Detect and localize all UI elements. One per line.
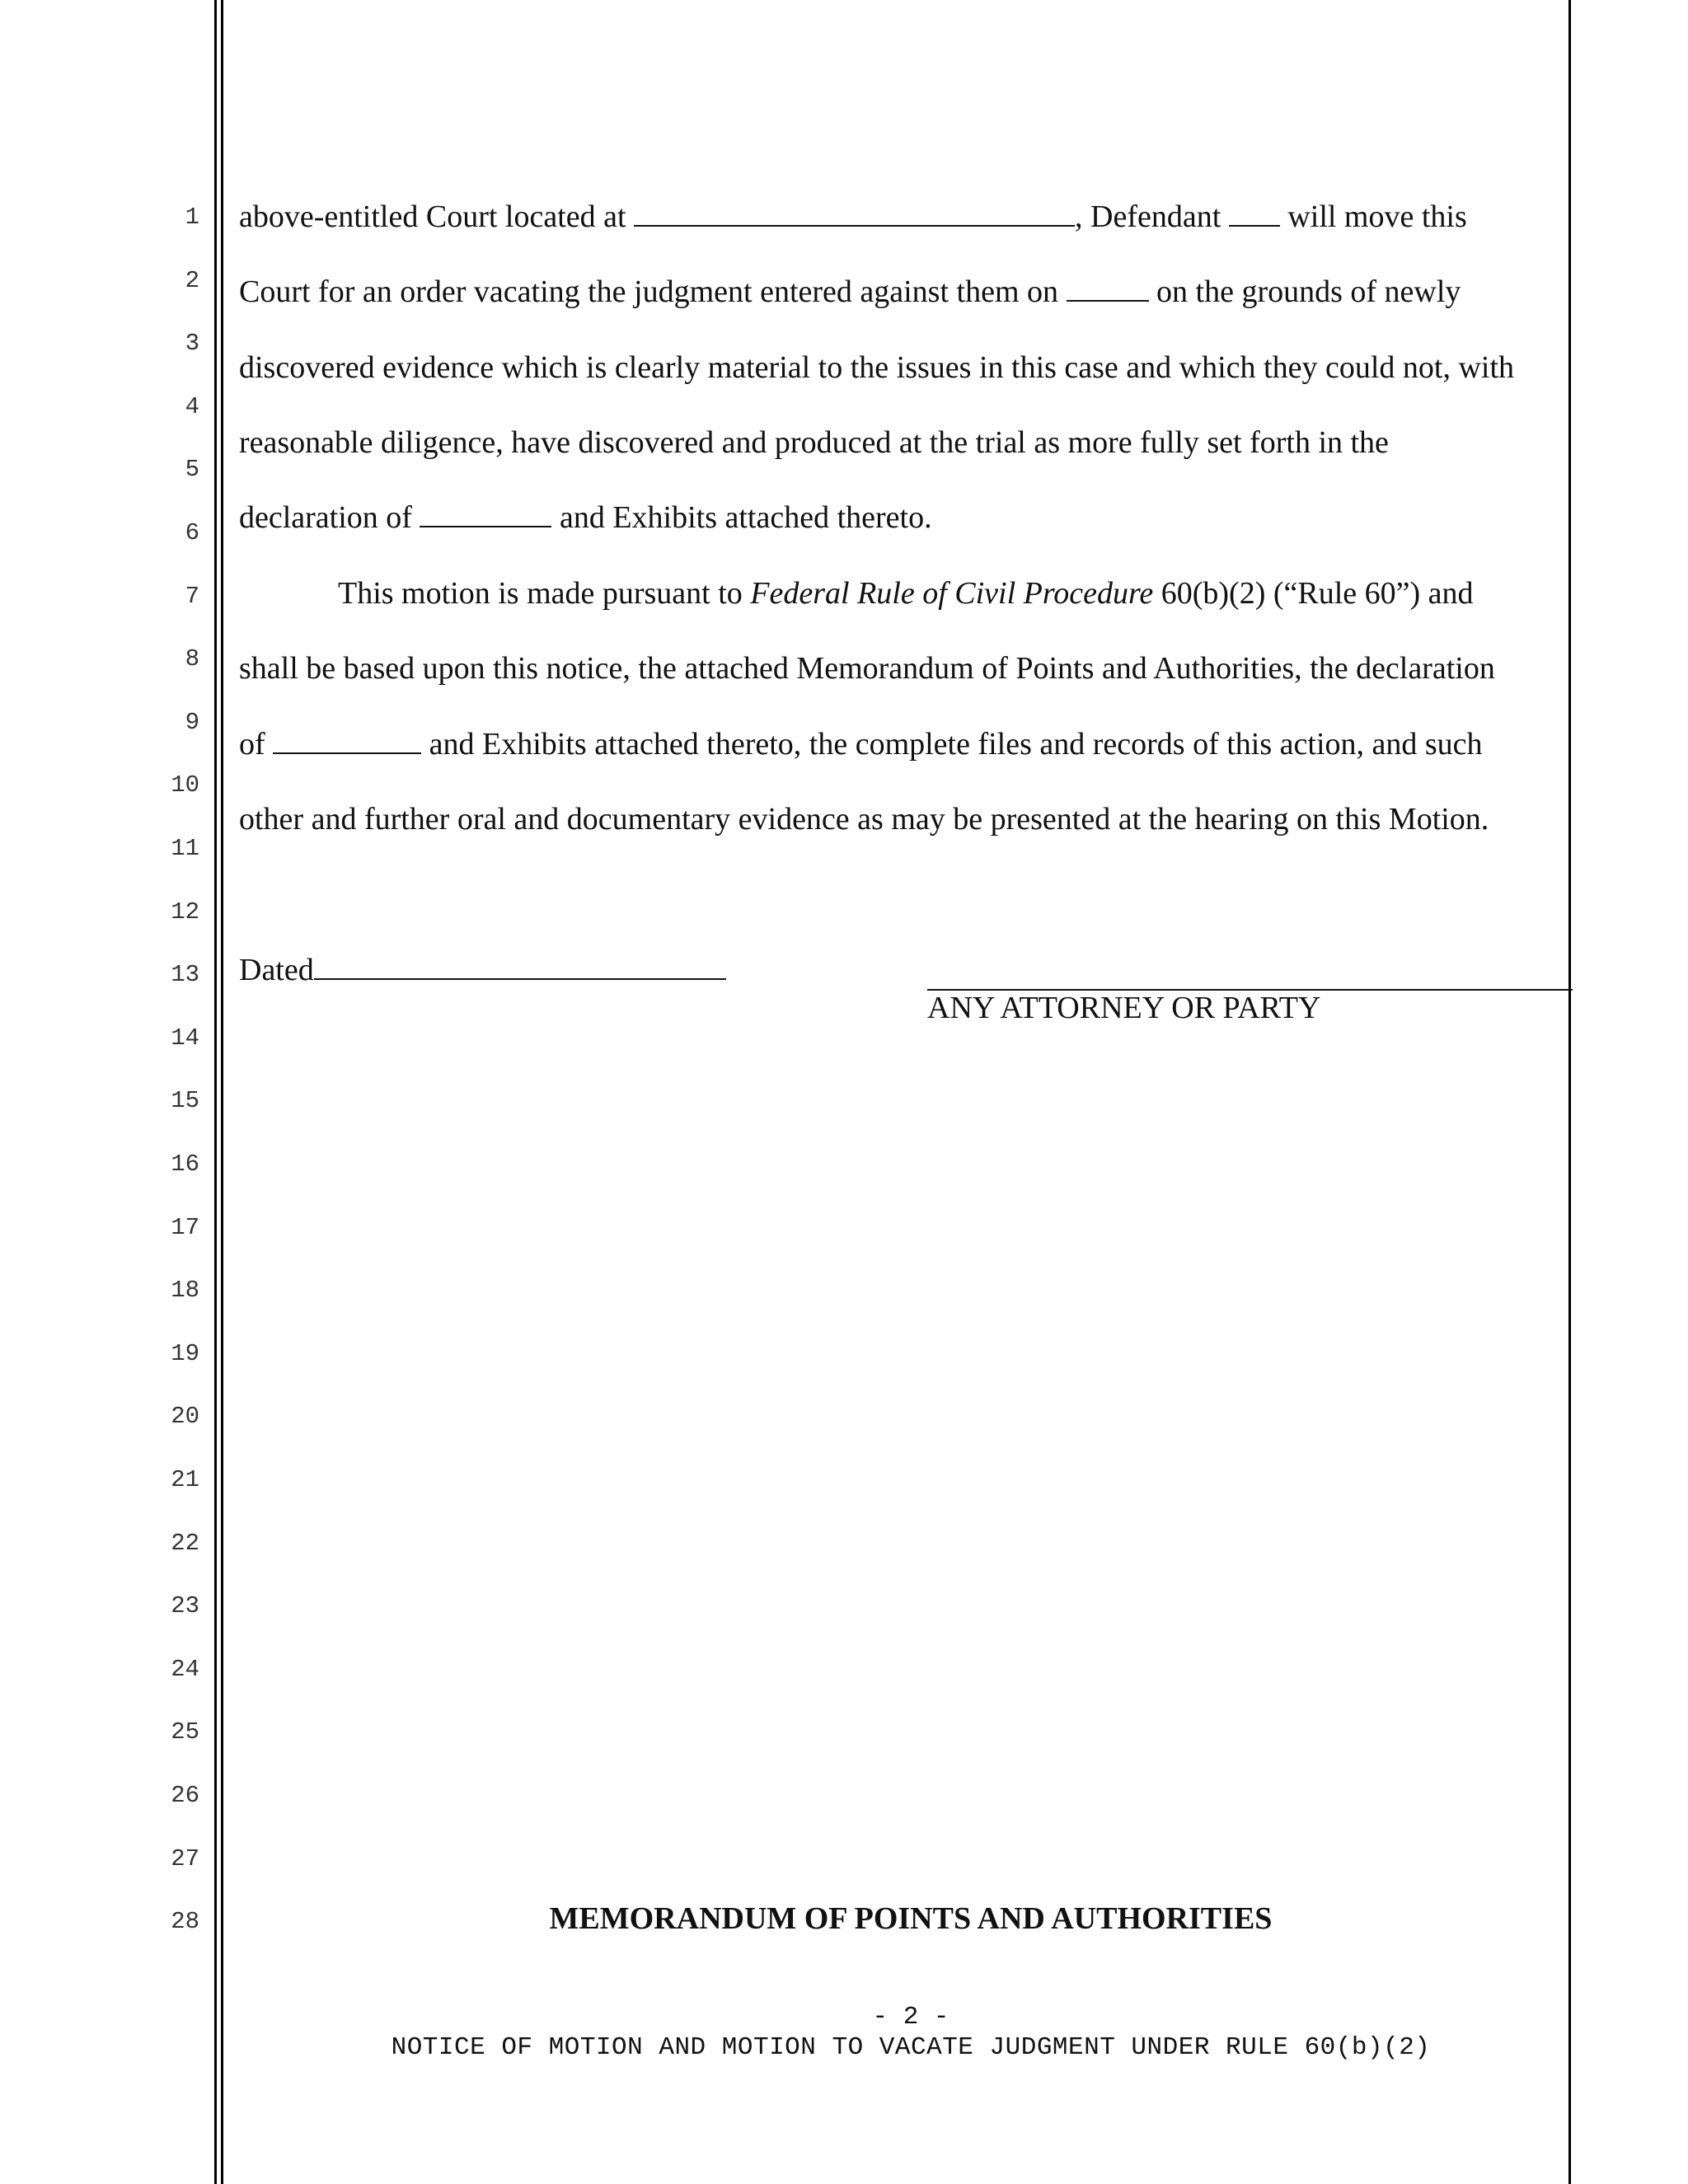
dated-line — [239, 951, 726, 989]
para1-text: above-entitled Court located at — [239, 199, 635, 234]
line-number: 1 — [185, 204, 199, 231]
signer-label: ANY ATTORNEY OR PARTY — [927, 991, 1321, 1025]
line-number: 15 — [171, 1087, 199, 1115]
line-number: 9 — [185, 708, 199, 736]
line-number: 4 — [185, 392, 199, 420]
line-number: 11 — [171, 835, 199, 862]
line-number: 18 — [171, 1277, 199, 1305]
para1-line3: discovered evidence which is clearly material to the issues in this case and which they could not, with — [239, 350, 1514, 385]
line-number: 8 — [185, 645, 199, 673]
line-number: 2 — [185, 266, 199, 294]
memorandum-heading: MEMORANDUM OF POINTS AND AUTHORITIES — [549, 1901, 1273, 1936]
line-number: 3 — [185, 330, 199, 358]
declarant-blank-2 — [273, 728, 421, 754]
footer-title: NOTICE OF MOTION AND MOTION TO VACATE JUDGMENT UNDER RULE 60(b)(2) — [391, 2033, 1431, 2062]
line-number: 6 — [185, 519, 199, 546]
declarant-blank — [420, 501, 551, 527]
para1-text: on the grounds of newly — [1148, 274, 1461, 309]
line-number: 24 — [171, 1655, 199, 1683]
page-number: - 2 - — [872, 2003, 950, 2032]
line-number: 7 — [185, 582, 199, 610]
line-number: 12 — [171, 898, 199, 926]
line-number: 22 — [171, 1529, 199, 1557]
para2-line1 — [338, 574, 1474, 612]
para2-text: of — [239, 727, 274, 762]
para1-line4: reasonable diligence, have discovered and produced at the trial as more fully set forth in the — [239, 425, 1389, 460]
para2-line2: shall be based upon this notice, the attached Memorandum of Points and Authorities, the declaration — [239, 651, 1495, 686]
defendant-blank — [1229, 200, 1280, 227]
line-number: 21 — [171, 1466, 199, 1493]
para1-text: and Exhibits attached thereto. — [551, 500, 932, 535]
line-number: 23 — [171, 1592, 199, 1620]
line-number: 5 — [185, 456, 199, 484]
line-number: 28 — [171, 1908, 199, 1936]
line-number: 26 — [171, 1782, 199, 1809]
line-number: 16 — [171, 1151, 199, 1178]
para2-line3 — [239, 725, 1483, 763]
para1-text: declaration of — [239, 500, 420, 535]
judgment-date-blank — [1067, 275, 1149, 302]
line-number: 10 — [171, 771, 199, 799]
right-margin-rule — [1568, 0, 1571, 2184]
left-margin-rule-inner — [221, 0, 223, 2184]
rule-citation: Federal Rule of Civil Procedure — [750, 576, 1154, 611]
line-number: 25 — [171, 1718, 199, 1746]
para1-line1 — [239, 198, 1467, 236]
para1-text: , Defendant — [1075, 199, 1229, 234]
dated-label: Dated — [239, 953, 314, 987]
para2-text: This motion is made pursuant to — [338, 576, 751, 611]
para1-text: will move this — [1279, 199, 1467, 234]
para2-line4: other and further oral and documentary evidence as may be presented at the hearing on this Motion. — [239, 802, 1489, 837]
para1-line2 — [239, 273, 1461, 311]
court-location-blank — [634, 200, 1075, 227]
para1-line5 — [239, 499, 932, 537]
para2-text: 60(b)(2) (“Rule 60”) and — [1153, 576, 1474, 611]
para1-text: Court for an order vacating the judgment entered against them on — [239, 274, 1067, 309]
line-number: 17 — [171, 1213, 199, 1241]
para2-text: and Exhibits attached thereto, the complete files and records of this action, and such — [421, 727, 1483, 762]
line-number: 19 — [171, 1339, 199, 1367]
line-number: 20 — [171, 1403, 199, 1431]
line-number: 14 — [171, 1024, 199, 1052]
left-margin-rule-outer — [214, 0, 217, 2184]
date-blank — [314, 954, 726, 980]
line-number: 13 — [171, 961, 199, 989]
line-number: 27 — [171, 1844, 199, 1872]
